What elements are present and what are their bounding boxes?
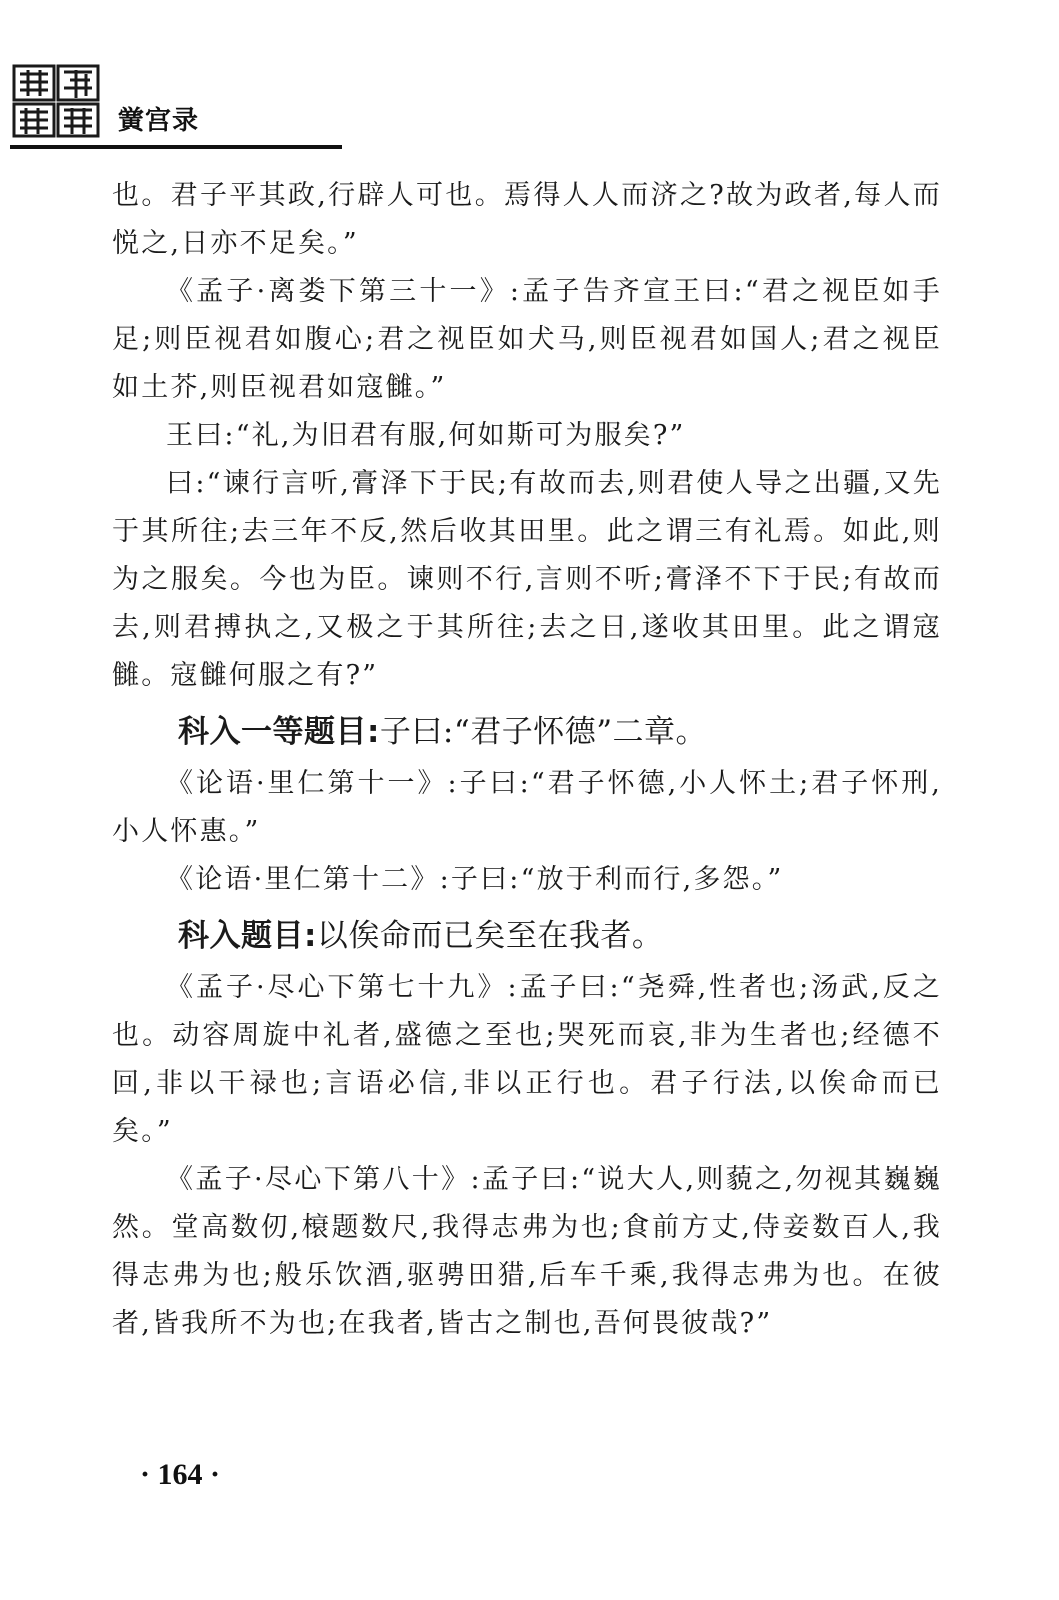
header-rule [10, 145, 342, 149]
paragraph: 《孟子·离娄下第三十一》:孟子告齐宣王曰:“君之视臣如手足;则臣视君如腹心;君之视臣如犬马,则臣视君如国人;君之视臣如土芥,则臣视君如寇雠。” [112, 276, 942, 403]
book-title: 黉宫录 [118, 106, 200, 136]
paragraph: 《孟子·尽心下第七十九》:孟子曰:“尧舜,性者也;汤武,反之也。动容周旋中礼者,盛德之至也;哭死而哀,非为生者也;经德不回,非以干禄也;言语必信,非以正行也。君子行法,以俟命而已矣。” [112, 972, 942, 1147]
heading-label: 科入题目: [178, 918, 317, 954]
heading-text: 子曰:“君子怀德”二章。 [379, 714, 708, 750]
paragraph: 《论语·里仁第十二》:子曰:“放于利而行,多怨。” [166, 864, 784, 895]
paragraph: 也。君子平其政,行辟人可也。焉得人人而济之?故为政者,每人而悦之,日亦不足矣。” [112, 180, 942, 259]
section-heading [112, 908, 942, 964]
seal-stamp-icon [10, 62, 102, 140]
paragraph: 《论语·里仁第十一》:子曰:“君子怀德,小人怀土;君子怀刑,小人怀惠。” [112, 768, 942, 847]
paragraph: 《孟子·尽心下第八十》:孟子曰:“说大人,则藐之,勿视其巍巍然。堂高数仞,榱题数尺,我得志弗为也;食前方丈,侍妾数百人,我得志弗为也;般乐饮酒,驱骋田猎,后车千乘,我得志弗为也。在彼者,皆我所不为也;在我者,皆古之制也,吾何畏彼哉?” [112, 1164, 942, 1339]
paragraph: 曰:“谏行言听,膏泽下于民;有故而去,则君使人导之出疆,又先于其所往;去三年不反,然后收其田里。此之谓三有礼焉。如此,则为之服矣。今也为臣。谏则不行,言则不听;膏泽不下于民;有故而去,则君搏执之,又极之于其所往;去之日,遂收其田里。此之谓寇雠。寇雠何服之有?” [112, 468, 942, 691]
page-header [0, 0, 1059, 160]
heading-text: 以俟命而已矣至在我者。 [316, 918, 664, 954]
heading-label: 科入一等题目: [178, 714, 380, 750]
paragraph: 王曰:“礼,为旧君有服,何如斯可为服矣?” [166, 420, 686, 451]
section-heading [112, 704, 942, 760]
page-number: · 164 · [140, 1458, 221, 1491]
page-body [112, 172, 942, 1348]
